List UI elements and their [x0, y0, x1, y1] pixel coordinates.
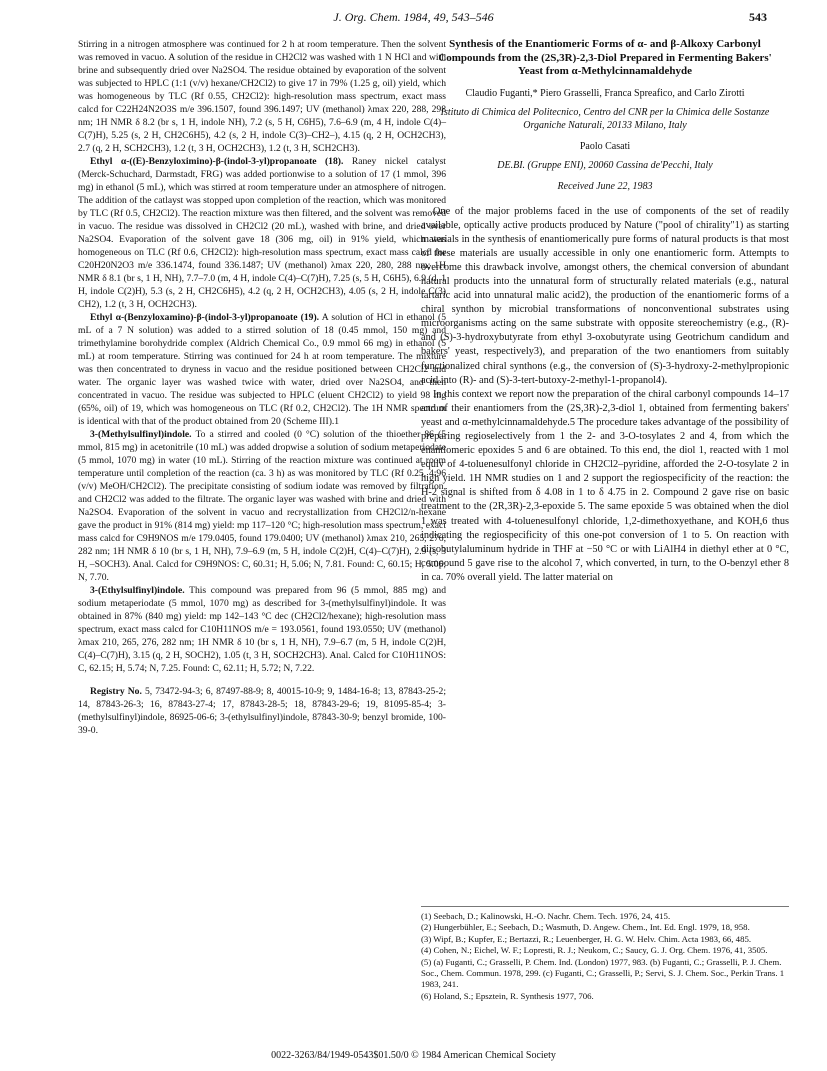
affiliation: DE.BI. (Gruppe ENI), 20060 Cassina de'Pecchi, Italy: [497, 159, 713, 171]
body-paragraph: One of the major problems faced in the use of components of the set of readily available, optically active products produced by Nature ("pool of chirality"1) as starting materials in the synthesis of enantiomerically pure forms of natural products is that most of these materials are usually accessible in only one enantiomeric form. Attempts to overcome this drawback involve, amongst others, the chemical conversion of abundant natural products into the unnatural form of structurally related materials (e.g., natural tartaric acid into unnatural malic acid2), the production of the enantiomeric forms of a chiral synthon by microbial transformations of nonconventional substrates using microorganisms acting on the same substrate with opposite stereochemistry (e.g., (R)- and (S)-3-hydroxybutyrate from ethyl 3-oxobutyrate using Geotrichum candidum and bakers' yeast, respectively3), and preparation of the two enantiomers from suitably functionalized chiral synthons (e.g., the conversion of (S)-3-hydroxy-2-methylpropionic acid into (R)- and (S)-3-tert-butoxy-2-methyl-1-propanol4).: [421, 205, 789, 386]
reference-item: (1) Seebach, D.; Kalinowski, H.-O. Nachr. Chem. Tech. 1976, 24, 415.: [421, 911, 671, 921]
right-column: [421, 38, 789, 585]
affiliation: Istituto di Chimica del Politecnico, Centro del CNR per la Chimica delle Sostanze Organiche Naturali, 20133 Milano, Italy: [440, 106, 770, 131]
running-header: [60, 10, 767, 30]
references: [421, 906, 789, 1002]
compound-heading: 3-(Ethylsulfinyl)indole.: [90, 585, 185, 596]
article-title: Synthesis of the Enantiomeric Forms of α- and β-Alkoxy Carbonyl Compounds from the (2S,3R)-2,3-Diol Prepared in Fermenting Bakers' Yeast from α-Methylcinnamaldehyde: [438, 38, 772, 77]
paragraph-text: Raney nickel catalyst (Merck-Schuchard, Darmstadt, FRG) was added portionwise to a solution of 17 (1 mmol, 396 mg) in ethanol (5 mL), which was stirred at room temperature under an atmosphere of nitrogen. The addition of the catlayst was stopped upon completion of the reaction, which was monitored by TLC (Rf 0.5, CH2Cl2). The reaction mixture was then filtered, and the solvent was removed in vacuo. The residue was dissolved in CH2Cl2 (20 mL), washed with brine, and dried over Na2SO4. Evaporation of the solvent gave 18 (306 mg, oil) in 91% yield, which was homogeneous on TLC (Rf 0.6, CH2Cl2): high-resolution mass spectrum, exact mass calcd for C20H20N2O3 m/e 336.1474, found 336.1487; UV (methanol) λmax 220, 280, 288 nm; 1H NMR δ 8.1 (br s, 1 H, NH), 7.7–7.0 (m, 4 H, indole C(4)–C(7)H), 7.25 (s, 5 H, C6H5), 6.9 (d, 1 H, indole C(2)H), 5.3 (s, 2 H, CH2C6H5), 4.2 (q, 2 H, OCH2CH3), 4.05 (s, 2 H, indole C(3) CH2), 1.2 (t, 3 H, OCH2CH3).: [78, 156, 446, 310]
paragraph-text: To a stirred and cooled (0 °C) solution of the thioether 86 (5 mmol, 815 mg) in acetonitrile (10 mL) was added dropwise a solution of sodium metaperiodate (5 mmol, 1070 mg) in water (10 mL). Stirring of the reaction mixture was continued at room temperature until completion of the reaction (ca. 3 h) as was monitored by TLC (Rf 0.25, 4:96 (v/v) MeOH/CH2Cl2). The precipitate consisting of sodium iodate was removed by filtration, and CH2Cl2 was added to the filtrate. The organic layer was washed with brine and dried with Na2SO4. Evaporation of the solvent in vacuo and recrystallization from CH2Cl2/n-hexane gave the product in 91% (814 mg) yield: mp 117–120 °C; high-resolution mass spectrum, exact mass calcd for C9H9NOS m/e 179.0405, found 179.0400; UV (methanol) λmax 210, 265, 276, 282 nm; 1H NMR δ 10 (br s, 1 H, NH), 7.9–6.9 (m, 5 H, indole C(2)H, C(4)–C(7)H), 2.9 (s, 3 H, –SOCH3). Anal. Calcd for C9H9NOS: C, 60.31; H, 5.06; N, 7.81. Found: C, 60.15; H, 5.06; N, 7.70.: [78, 429, 446, 583]
author-list: Claudio Fuganti,* Piero Grasselli, Franca Spreafico, and Carlo Zirotti: [465, 87, 745, 99]
experimental-paragraph: [78, 584, 446, 675]
reference-item: (2) Hungerbühler, E.; Seebach, D.; Wasmuth, D. Angew. Chem., Int. Ed. Engl. 1979, 18, 958.: [421, 922, 750, 933]
author-list: Paolo Casati: [579, 140, 631, 152]
registry-heading: Registry No.: [90, 686, 142, 697]
body-paragraph: In this context we report now the preparation of the chiral carbonyl compounds 14–17 and of their enantiomers from the (2S,3R)-2,3-diol 1, obtained from fermenting bakers' yeast and α-methylcinnamaldehyde.5 The procedure takes advantage of the possibility of preparing regioselectively from 1 the 2- and 3-O-tosylates 2 and 4, from which the enantiomeric epoxides 5 and 6 are obtained. To this end, the diol 1, reacted with 1 mol equiv of 4-toluenesulfonyl chloride in CH2Cl2–pyridine, afforded the 2-O-tosylate 2 in high yield. 1H NMR studies on 1 and 2 support the regiospecificity of the reaction: the H-2 signal is shifted from δ 4.08 in 1 to δ 4.75 in 2. Compound 2 gave rise on basic treatment to the (2R,3R)-2,3-epoxide 5. The same epoxide 5 was obtained when the diol 1 was treated with 4-toluenesulfonyl chloride, 1,2-dimethoxyethane, and KOH,6 thus indicating the regiospecificity of this one-pot conversion of 1 to 5. On reaction with diisobutylaluminum hydride in THF at −50 °C or with LiAlH4 in diethyl ether at 0 °C, compound 5 gave rise to the alcohol 7, which converted, in turn, to the O-benzyl ether 8 in ca. 70% overall yield. The latter material on: [421, 388, 789, 583]
reference-item: (6) Holand, S.; Epsztein, R. Synthesis 1977, 706.: [421, 990, 594, 1001]
journal-reference: J. Org. Chem. 1984, 49, 543–546: [333, 10, 494, 24]
compound-heading: Ethyl α-(Benzyloxamino)-β-(indol-3-yl)propanoate (19).: [90, 312, 320, 323]
compound-heading: Ethyl α-((E)-Benzyloximino)-β-(indol-3-yl)propanoate (18).: [90, 156, 344, 167]
compound-heading: 3-(Methylsulfinyl)indole.: [90, 429, 192, 440]
paragraph-text: A solution of HCl in ethanol (5 mL of a 7 N solution) was added to a stirred solution of 18 (0.45 mmol, 150 mg) and trimethylamine borohydride complex (Aldrich Chemical Co., 0.9 mmol 66 mg) in ethanol (5 mL) at room temperature. Stirring was continued for 24 h at room temperature. The mixture was then concentrated to dryness in vacuo and the residue positioned between CH2Cl2 and water. The organic layer was washed twice with water, dried over Na2SO4, and then concentrated in vacuo. The residue was subjected to HPLC (eluent CH2Cl2) to yield 98 mg (65%, oil) of 19, which was homogeneous on TLC (Rf 0.2, CH2Cl2). The 1H NMR spectrum is identical with that of the product obtained from 20 (Scheme III).1: [78, 312, 446, 427]
paragraph-text: This compound was prepared from 96 (5 mmol, 885 mg) and sodium metaperiodate (5 mmol, 1070 mg) as described for 3-(methylsulfinyl)indole. It was obtained in 87% (840 mg) yield: mp 142–143 °C dec (CH2Cl2/hexane); high-resolution mass spectrum, exact mass calcd for C10H11NOS m/e = 193.0561, found 193.0550; UV (methanol) λmax 210, 265, 276, 282 nm; 1H NMR δ 10 (br s, 1 H, NH), 7.9–6.7 (m, 5 H, indole C(2)H, C(4)–C(7)H), 3.15 (q, 2 H, SOCH2), 1.05 (t, 3 H, SOCH2CH3). Anal. Calcd for C10H11NOS: C, 62.15; H, 5.74; N, 7.25. Found: C, 62.11; H, 5.72; N, 7.22.: [78, 585, 446, 674]
experimental-paragraph: Stirring in a nitrogen atmosphere was continued for 2 h at room temperature. Then the solvent was removed in vacuo. A solution of the residue in CH2Cl2 was washed with 1 N HCl and with brine and subsequently dried over Na2SO4. The residue obtained by evaporation of the solvent was subjected to HPLC (1:1 (v/v) hexane/CH2Cl2) to give 17 in 79% (1.25 g, oil) yield, which was homogeneous by TLC (Rf 0.55, CH2Cl2): high-resolution mass spectrum, exact mass calcd for C22H24N2O3S m/e 396.1507, found 396.1497; UV (methanol) λmax 220, 288, 298 nm; 1H NMR δ 8.2 (br s, 1 H, indole NH), 7.2 (s, 5 H, C6H5), 7.6–6.9 (m, 4 H, indole C(4)–C(7)H), 5.25 (s, 2 H, CH2C6H5), 4.2 (s, 2 H, indole C(3)–CH2–), 4.15 (q, 2 H, OCH2CH3), 2.7 (q, 2 H, SCH2CH3), 1.2 (t, 3 H, OCH2CH3), 1.2 (t, 3 H, SCH2CH3).: [78, 39, 446, 154]
reference-item: (5) (a) Fuganti, C.; Grasselli, P. Chem. Ind. (London) 1977, 983. (b) Fuganti, C.; Grasselli, P. J. Chem. Soc., Chem. Commun. 1978, 299. (c) Fuganti, C.; Grasselli, P.; Servi, S. J. Chem. Soc., Perkin Trans. 1 1983, 241.: [421, 956, 785, 990]
page-number: 543: [749, 10, 767, 24]
experimental-paragraph: [78, 311, 446, 428]
experimental-paragraph: [78, 428, 446, 584]
registry-text: 5, 73472-94-3; 6, 87497-88-9; 8, 40015-10-9; 9, 1484-16-8; 13, 87843-25-2; 14, 87843-26-3; 16, 87843-27-4; 17, 87843-28-5; 18, 87843-29-6; 19, 81095-85-4; 3-(methylsulfinyl)indole, 86925-06-6; 3-(ethylsulfinyl)indole, 87843-30-9; benzyl bromide, 100-39-0.: [78, 686, 446, 736]
registry-numbers: [78, 685, 446, 737]
copyright-footer: 0022-3263/84/1949-0543$01.50/0 © 1984 American Chemical Society: [271, 1050, 556, 1061]
experimental-paragraph: [78, 155, 446, 311]
received-date: Received June 22, 1983: [557, 180, 653, 192]
left-column: [78, 38, 446, 737]
reference-item: (3) Wipf, B.; Kupfer, E.; Bertazzi, R.; Leuenberger, H. G. W. Helv. Chim. Acta 1983, 66, 485.: [421, 933, 752, 944]
reference-item: (4) Cohen, N.; Eichel, W. F.; Lopresti, R. J.; Neukom, C.; Saucy, G. J. Org. Chem. 1976, 41, 3505.: [421, 945, 768, 956]
article-body: [421, 205, 789, 586]
